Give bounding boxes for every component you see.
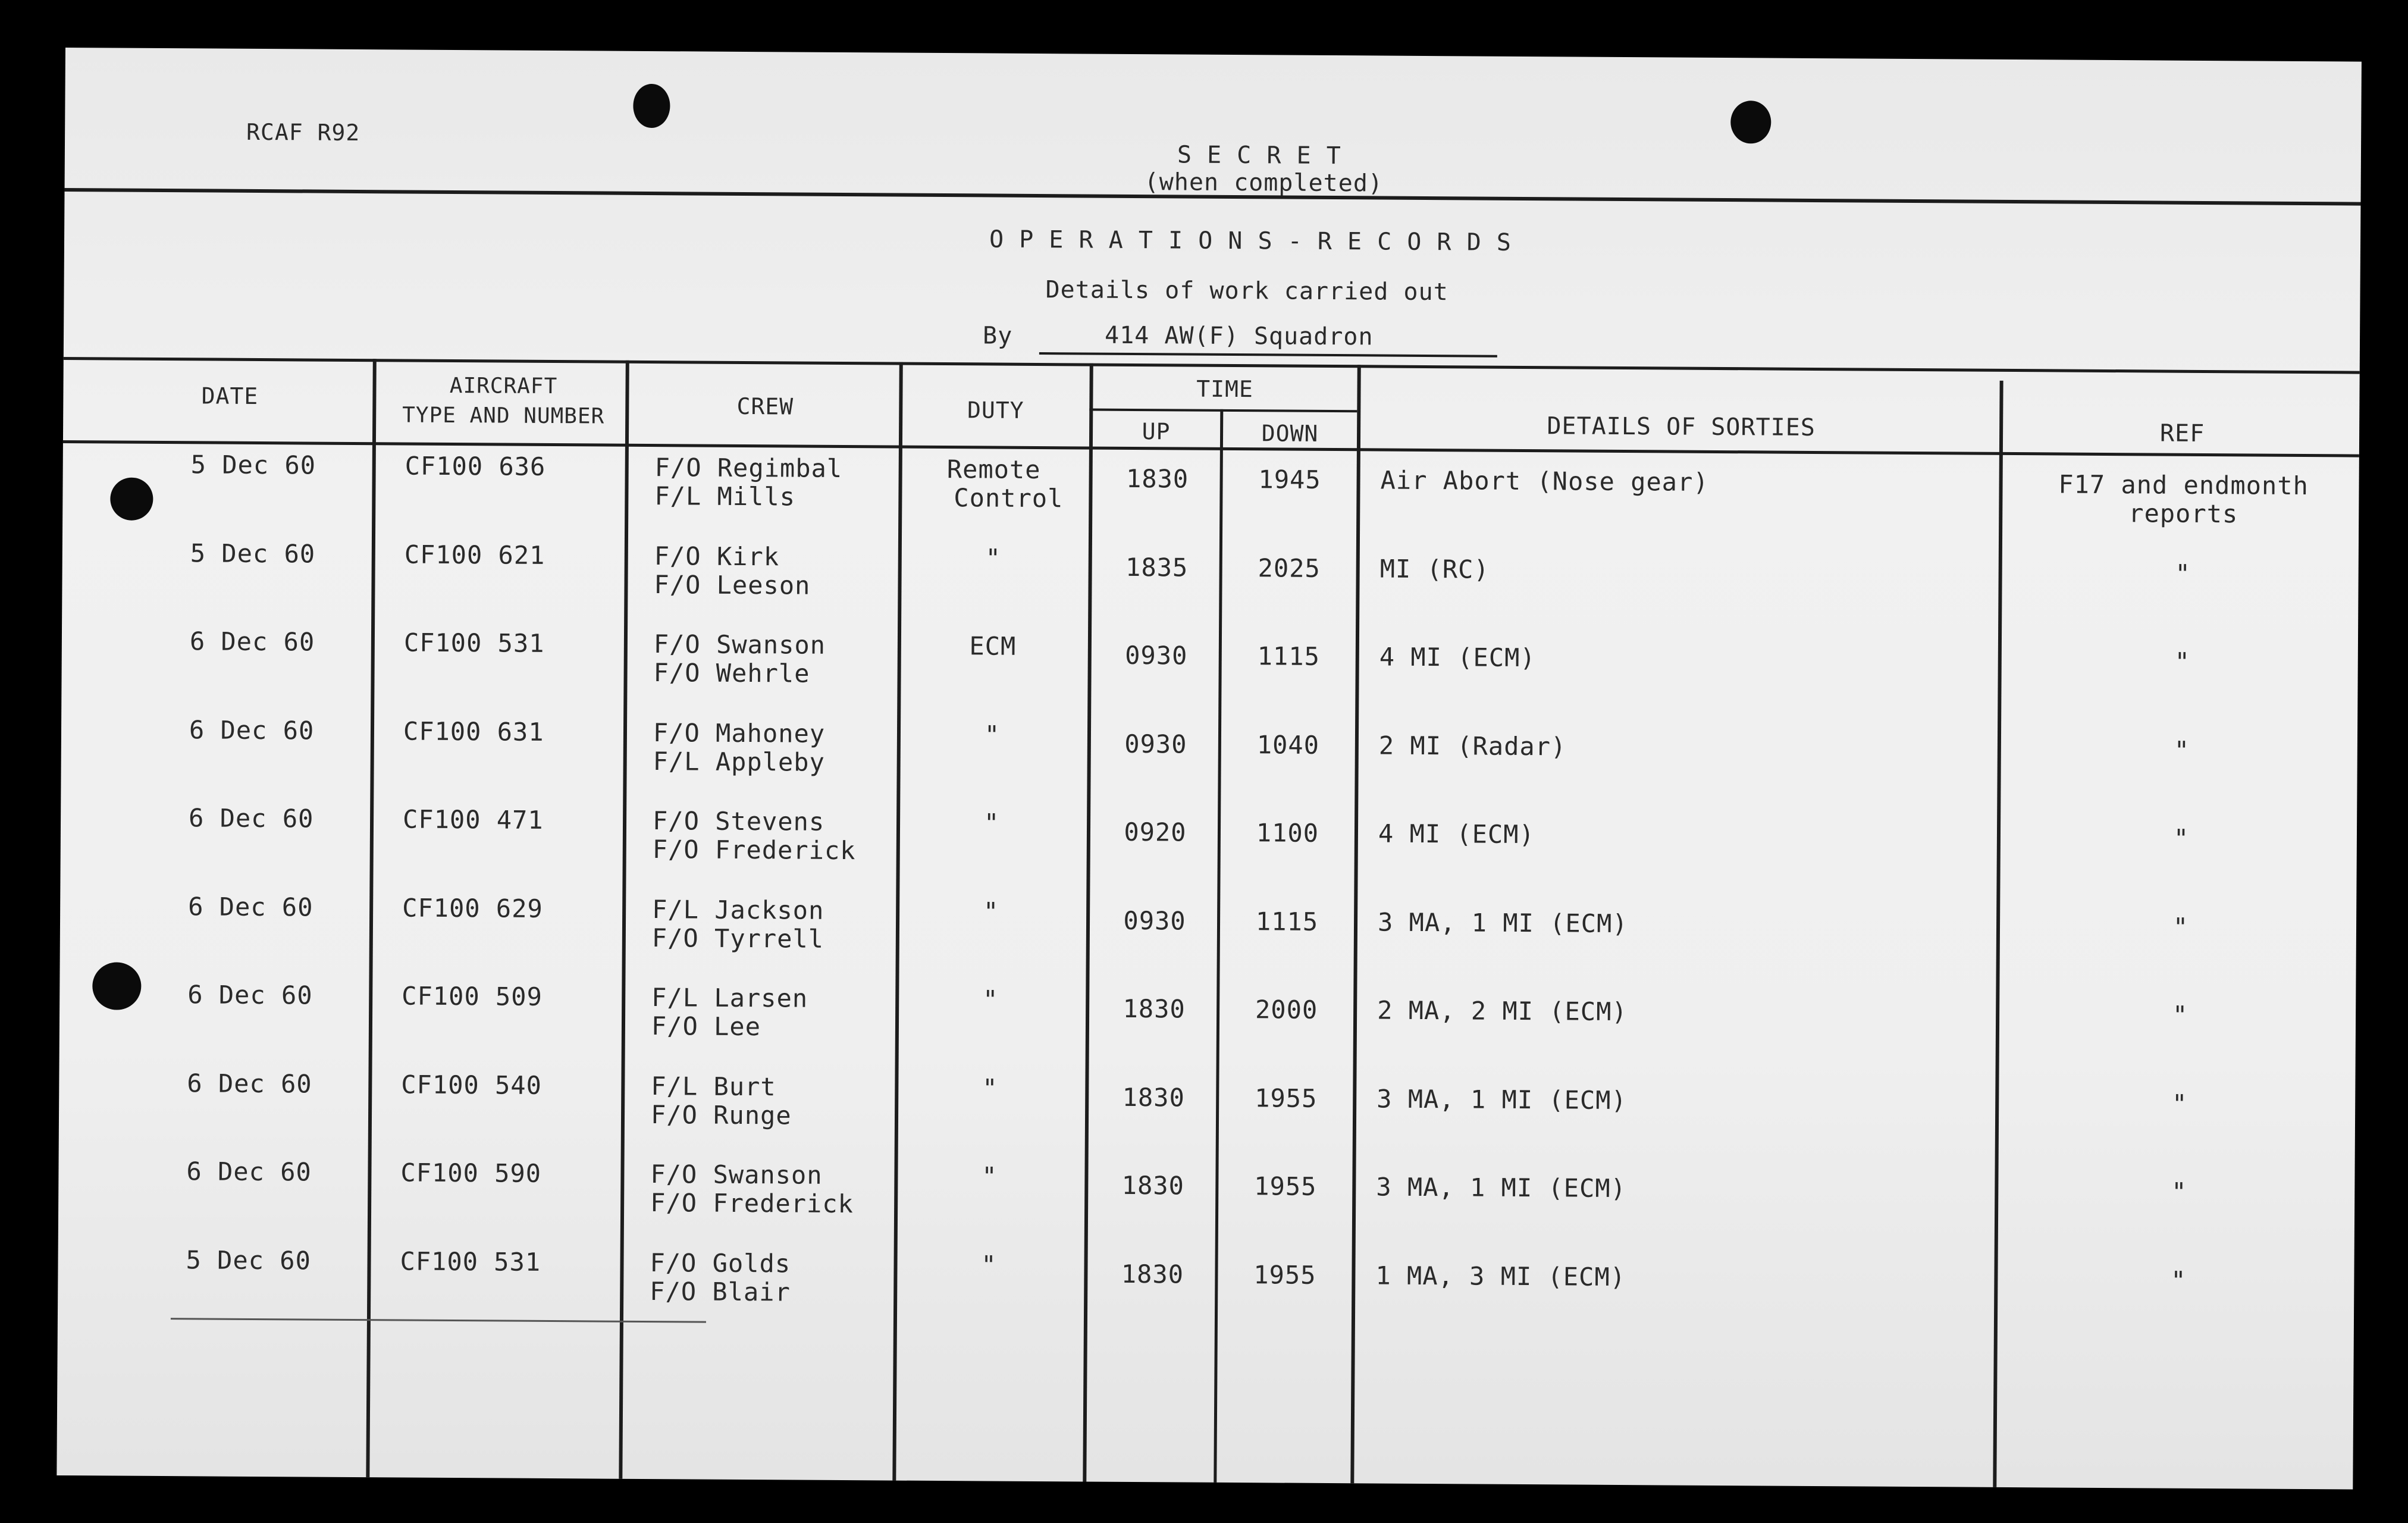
row-crew-2: F/O Leeson [654, 569, 811, 600]
col-header-details: DETAILS OF SORTIES [1547, 412, 1816, 441]
row-crew-2: F/L Mills [654, 481, 796, 512]
row-duty-1: " [982, 985, 999, 1014]
row-duty-2: Control [954, 483, 1064, 513]
row-up: 1830 [1125, 463, 1189, 494]
row-aircraft: CF100 631 [403, 716, 544, 747]
row-details: 3 MA, 1 MI (ECM) [1377, 907, 1628, 938]
punch-hole-top-left [633, 84, 670, 128]
row-crew-2: F/O Frederick [652, 835, 856, 866]
row-date: 6 Dec 60 [187, 980, 313, 1010]
col-header-ref: REF [2159, 419, 2205, 447]
row-up: 0930 [1123, 905, 1186, 936]
col-header-aircraft-1: AIRCRAFT [449, 373, 558, 399]
row-up: 1830 [1121, 1170, 1185, 1201]
row-crew-1: F/O Golds [650, 1248, 791, 1278]
row-date: 6 Dec 60 [188, 803, 314, 833]
row-crew-1: F/O Kirk [654, 541, 780, 571]
row-up: 0920 [1124, 817, 1187, 847]
unit-underline [1039, 352, 1497, 358]
row-ref-1: " [2174, 647, 2191, 676]
row-down: 1955 [1254, 1171, 1317, 1201]
row-down: 1100 [1256, 818, 1319, 848]
row-ref-1: " [2171, 1265, 2187, 1295]
row-date: 5 Dec 60 [190, 450, 316, 480]
row-ref-1: " [2171, 1177, 2187, 1207]
row-details: Air Abort (Nose gear) [1380, 465, 1709, 497]
row-duty-1: " [983, 808, 1000, 838]
row-duty-1: " [985, 543, 1002, 573]
row-crew-2: F/O Runge [650, 1099, 792, 1130]
document-subtitle: Details of work carried out [1045, 276, 1448, 306]
table-top-rule [64, 357, 2360, 374]
row-crew-1: F/L Jackson [652, 894, 824, 925]
row-date: 5 Dec 60 [186, 1245, 312, 1276]
security-note: (when completed) [1144, 168, 1384, 198]
row-down: 2000 [1255, 995, 1318, 1024]
row-up: 1830 [1123, 994, 1186, 1024]
row-aircraft: CF100 531 [400, 1246, 541, 1277]
by-label: By [982, 322, 1013, 350]
col-header-crew: CREW [736, 393, 794, 420]
row-date: 6 Dec 60 [188, 891, 313, 922]
col-header-duty: DUTY [967, 397, 1024, 424]
row-aircraft: CF100 509 [402, 981, 543, 1011]
row-details: 2 MA, 2 MI (ECM) [1377, 995, 1628, 1027]
row-aircraft: CF100 621 [404, 539, 545, 570]
col-header-down: DOWN [1261, 420, 1319, 447]
row-aircraft: CF100 531 [403, 628, 545, 658]
row-details: 3 MA, 1 MI (ECM) [1376, 1172, 1627, 1204]
row-ref-1: " [2173, 823, 2190, 853]
col-header-aircraft-2: TYPE AND NUMBER [402, 403, 605, 429]
row-duty-1: " [982, 1161, 998, 1191]
row-crew-2: F/O Wehrle [653, 658, 810, 688]
row-details: 3 MA, 1 MI (ECM) [1377, 1083, 1627, 1115]
row-ref-2: reports [2128, 499, 2238, 529]
row-details: 2 MI (Radar) [1378, 731, 1567, 761]
row-crew-2: F/O Blair [650, 1276, 791, 1306]
col-line-2 [619, 361, 629, 1479]
row-crew-1: F/L Larsen [651, 983, 808, 1013]
row-duty-1: " [983, 896, 999, 926]
row-duty-1: " [981, 1249, 997, 1280]
unit-name: 414 AW(F) Squadron [1104, 321, 1374, 351]
row-details: 4 MI (ECM) [1378, 819, 1535, 850]
row-duty-1: " [984, 719, 1001, 750]
row-details: 1 MA, 3 MI (ECM) [1375, 1260, 1626, 1292]
row-down: 1955 [1253, 1259, 1316, 1290]
row-down: 1945 [1258, 465, 1321, 494]
row-aircraft: CF100 540 [401, 1069, 543, 1100]
row-date: 6 Dec 60 [189, 715, 315, 745]
row-duty-1: " [982, 1073, 998, 1103]
row-down: 1115 [1255, 906, 1319, 936]
row-aircraft: CF100 636 [405, 451, 546, 481]
form-code: RCAF R92 [246, 118, 360, 146]
row-aircraft: CF100 590 [400, 1158, 542, 1188]
punch-hole-left-upper [110, 477, 153, 520]
row-ref-1: " [2172, 1000, 2188, 1030]
row-up: 0930 [1124, 729, 1187, 759]
security-classification: S E C R E T [1177, 141, 1341, 170]
row-down: 1955 [1255, 1083, 1318, 1113]
row-crew-2: F/O Lee [651, 1011, 761, 1042]
col-header-up: UP [1142, 418, 1171, 445]
row-aircraft: CF100 629 [402, 892, 543, 923]
row-details: 4 MI (ECM) [1379, 642, 1536, 673]
row-date: 6 Dec 60 [187, 1068, 312, 1099]
document-title: O P E R A T I O N S - R E C O R D S [989, 225, 1512, 256]
row-up: 0930 [1125, 640, 1188, 670]
row-date: 5 Dec 60 [190, 538, 316, 569]
row-ref-1: " [2171, 1089, 2188, 1118]
col-header-date: DATE [201, 383, 259, 409]
row-details: MI (RC) [1379, 554, 1490, 584]
row-down: 1040 [1256, 729, 1320, 760]
row-crew-1: F/O Swanson [650, 1160, 823, 1190]
punch-hole-top-right [1730, 101, 1771, 143]
row-duty-1: ECM [969, 631, 1017, 661]
row-crew-1: F/O Swanson [653, 629, 826, 660]
row-date: 6 Dec 60 [186, 1157, 312, 1187]
punch-hole-left-lower [92, 962, 141, 1010]
row-ref-1: " [2175, 559, 2191, 588]
row-date: 6 Dec 60 [189, 626, 315, 657]
row-down: 1115 [1257, 641, 1321, 671]
row-down: 2025 [1258, 553, 1321, 583]
row-ref-1: F17 and endmonth [2058, 469, 2309, 501]
row-ref-1: " [2174, 735, 2190, 765]
row-up: 1830 [1121, 1259, 1184, 1289]
row-crew-1: F/L Burt [651, 1071, 776, 1101]
document-page [57, 48, 2362, 1490]
row-crew-1: F/O Mahoney [653, 717, 826, 748]
row-duty-1: Remote [946, 455, 1041, 485]
row-ref-1: " [2172, 912, 2189, 942]
row-crew-2: F/O Tyrrell [651, 923, 824, 954]
col-header-time: TIME [1196, 375, 1253, 403]
table-bottom-rule [171, 1318, 706, 1323]
row-crew-2: F/L Appleby [653, 746, 825, 777]
row-up: 1830 [1122, 1082, 1185, 1113]
row-up: 1835 [1125, 552, 1189, 582]
row-aircraft: CF100 471 [402, 804, 544, 835]
row-crew-1: F/O Regimbal [654, 453, 843, 483]
col-line-7 [1993, 381, 2003, 1487]
col-line-1 [366, 359, 376, 1477]
row-crew-1: F/O Stevens [652, 806, 825, 836]
row-crew-2: F/O Frederick [650, 1188, 854, 1219]
